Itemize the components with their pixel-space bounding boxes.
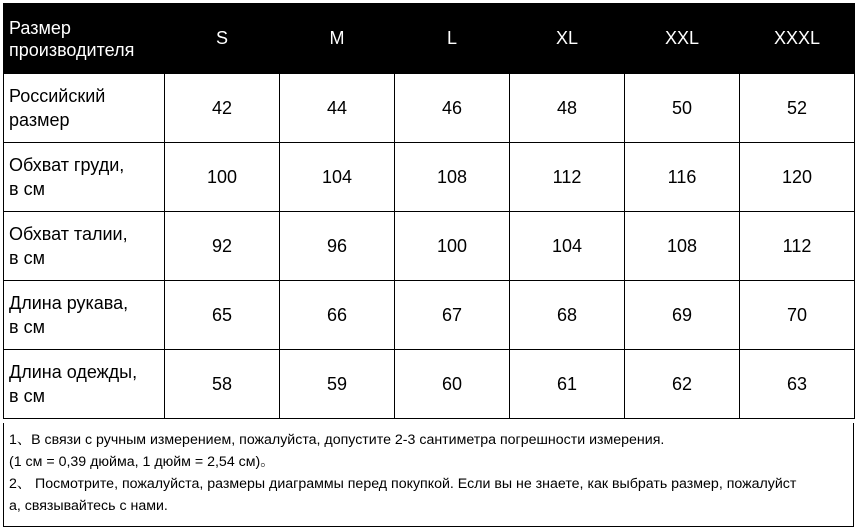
table-cell: 100 xyxy=(395,212,510,281)
note-line-4: а, связывайтесь с нами. xyxy=(9,498,168,514)
table-cell: 52 xyxy=(740,74,855,143)
table-cell: 50 xyxy=(625,74,740,143)
table-cell: 120 xyxy=(740,143,855,212)
header-size-xxl: XXL xyxy=(625,4,740,74)
table-cell: 61 xyxy=(510,350,625,419)
table-cell: 69 xyxy=(625,281,740,350)
table-row xyxy=(4,281,855,350)
table-cell: 116 xyxy=(625,143,740,212)
table-cell: 92 xyxy=(165,212,280,281)
row-label-line1: Обхват груди, xyxy=(9,155,125,175)
row-label-line1: Длина рукава, xyxy=(9,293,129,313)
header-size-xl: XL xyxy=(510,4,625,74)
table-cell: 100 xyxy=(165,143,280,212)
table-cell: 44 xyxy=(280,74,395,143)
row-label-line2: в см xyxy=(9,248,45,268)
table-cell: 67 xyxy=(395,281,510,350)
header-size-xxxl: XXXL xyxy=(740,4,855,74)
header-size-l: L xyxy=(395,4,510,74)
header-size-m: M xyxy=(280,4,395,74)
notes-box xyxy=(3,423,854,527)
header-label xyxy=(4,4,165,74)
note-line-3: 2、 Посмотрите, пожалуйста, размеры диаграммы перед покупкой. Если вы не знаете, как выбрать размер, пожалуйст xyxy=(9,476,797,492)
row-label-line2: в см xyxy=(9,179,45,199)
row-label xyxy=(4,350,165,419)
table-cell: 42 xyxy=(165,74,280,143)
row-label-line1: Длина одежды, xyxy=(9,362,138,382)
table-cell: 65 xyxy=(165,281,280,350)
note-line-1: 1、В связи с ручным измерением, пожалуйста, допустите 2-3 сантиметра погрешности измерения. xyxy=(9,432,665,448)
table-cell: 59 xyxy=(280,350,395,419)
table-cell: 112 xyxy=(510,143,625,212)
table-cell: 70 xyxy=(740,281,855,350)
table-cell: 48 xyxy=(510,74,625,143)
row-label-line1: Обхват талии, xyxy=(9,224,128,244)
table-cell: 96 xyxy=(280,212,395,281)
table-row xyxy=(4,350,855,419)
table-row xyxy=(4,143,855,212)
row-label-line2: размер xyxy=(9,110,70,130)
table-cell: 112 xyxy=(740,212,855,281)
table-cell: 62 xyxy=(625,350,740,419)
table-cell: 108 xyxy=(395,143,510,212)
header-label-line2: производителя xyxy=(9,39,135,60)
table-cell: 104 xyxy=(280,143,395,212)
size-table xyxy=(3,3,855,419)
table-row xyxy=(4,74,855,143)
table-row xyxy=(4,212,855,281)
note-line-2: (1 см = 0,39 дюйма, 1 дюйм = 2,54 см)。 xyxy=(9,454,275,470)
table-cell: 68 xyxy=(510,281,625,350)
table-cell: 108 xyxy=(625,212,740,281)
table-cell: 63 xyxy=(740,350,855,419)
row-label-line2: в см xyxy=(9,386,45,406)
header-size-s: S xyxy=(165,4,280,74)
row-label xyxy=(4,281,165,350)
row-label xyxy=(4,212,165,281)
row-label-line1: Российский xyxy=(9,86,106,106)
row-label xyxy=(4,143,165,212)
header-row xyxy=(4,4,855,74)
header-label-line1: Размер xyxy=(9,17,71,38)
row-label-line2: в см xyxy=(9,317,45,337)
table-cell: 46 xyxy=(395,74,510,143)
table-cell: 58 xyxy=(165,350,280,419)
table-cell: 60 xyxy=(395,350,510,419)
table-cell: 66 xyxy=(280,281,395,350)
table-cell: 104 xyxy=(510,212,625,281)
row-label xyxy=(4,74,165,143)
